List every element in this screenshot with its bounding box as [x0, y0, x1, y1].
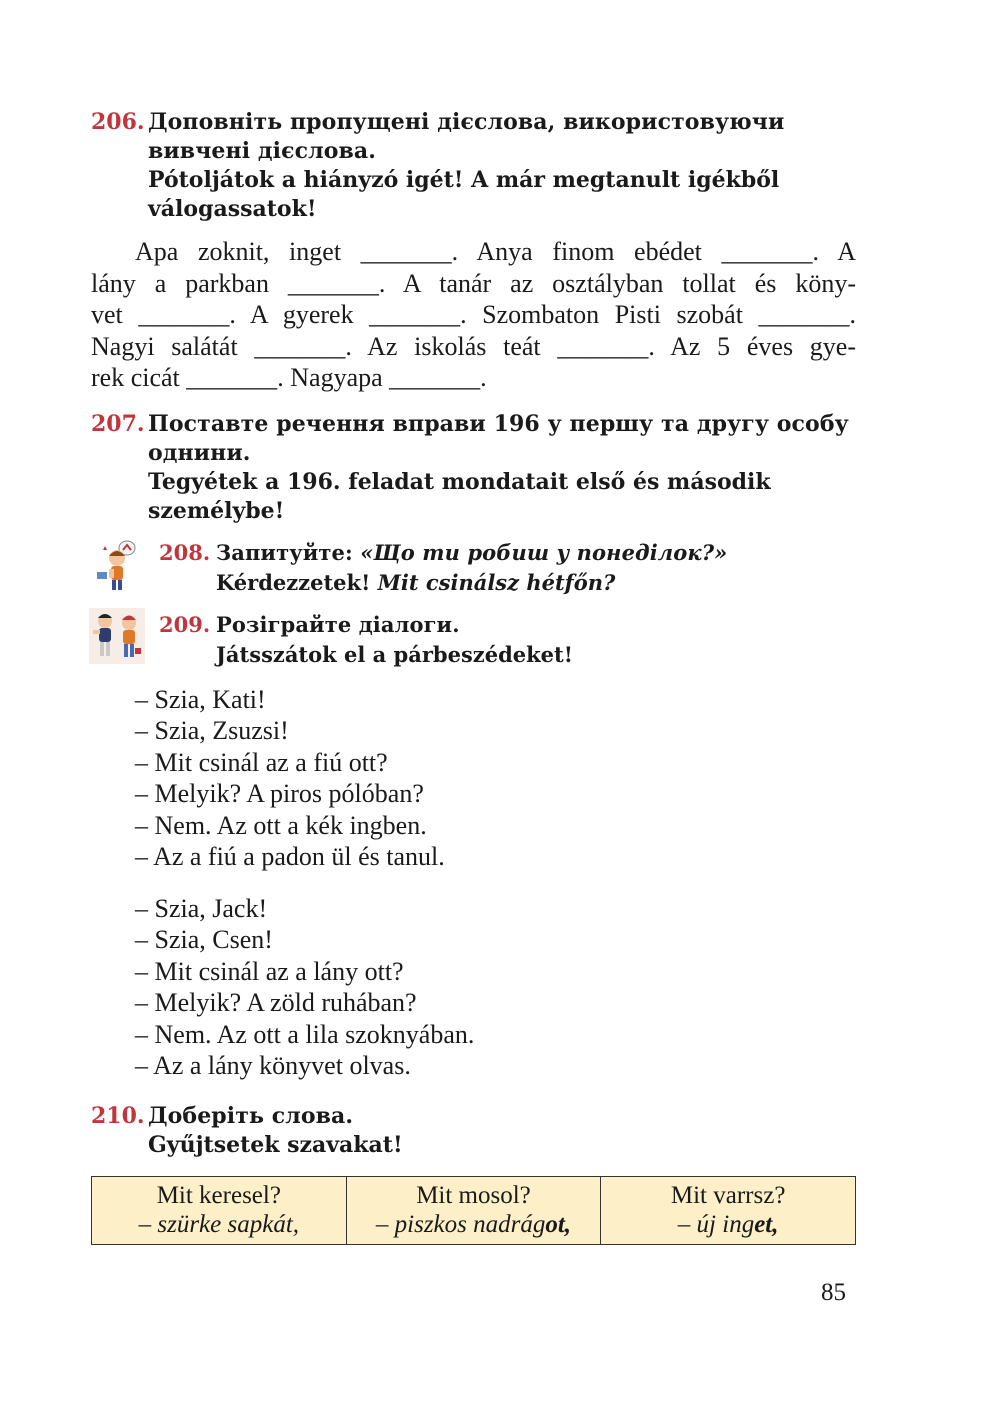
instruction-ua-line: вивчені дієслова. — [148, 138, 377, 164]
exercise-209-heading — [159, 610, 856, 670]
dialog-line: – Szia, Kati! — [135, 684, 266, 714]
dialog-line: – Szia, Zsuzsi! — [135, 716, 289, 745]
text-line: Nagyi salátát _______. Az iskolás teát _______. Az 5 éves gye- — [91, 331, 856, 361]
instruction-hu-line: Tegyétek a 196. feladat mondatait első és második — [148, 468, 771, 495]
instruction-ua-line: Доберіть слова. — [148, 1102, 354, 1129]
instruction-hu-line: Játsszátok el a párbeszédeket! — [216, 641, 573, 667]
exercise-number: 210. — [91, 1102, 145, 1129]
table-cell — [601, 1176, 856, 1244]
table-question: Mit varrsz? — [670, 1181, 786, 1209]
text-line: vet _______. A gyerek _______. Szombaton Pisti szobát _______. — [91, 300, 856, 329]
dialog-line: – Nem. Az ott a kék ingben. — [135, 810, 427, 840]
table-question: Mit keresel? — [156, 1181, 281, 1209]
instruction-hu-line: válogassatok! — [148, 196, 317, 222]
instruction-ua-question: «Що ти робиш у понеділок?» — [360, 539, 728, 565]
dialog-line: – Melyik? A zöld ruhában? — [135, 988, 417, 1017]
exercise-207-heading — [91, 410, 856, 526]
exercise-210-heading — [91, 1102, 856, 1160]
exercise-206-heading — [91, 108, 856, 224]
dialog-2 — [135, 893, 856, 1082]
table-cell — [92, 1176, 347, 1244]
instruction-hu-line: Pótoljátok a hiányzó igét! A már megtanult igékből — [148, 167, 780, 193]
exercise-206-text — [91, 236, 856, 394]
instruction-ua-line: Поставте речення вправи 196 у першу та другу особу — [148, 410, 849, 437]
page-content — [91, 108, 856, 1245]
instruction-ua-line: однини. — [148, 439, 251, 466]
exercise-number: 208. — [159, 539, 211, 565]
two-children-talking-icon — [89, 608, 145, 664]
dialog-line: – Az a lány könyvet olvas. — [135, 1051, 411, 1080]
dialog-line: – Szia, Csen! — [135, 925, 273, 954]
instruction-hu-line: személybe! — [148, 497, 285, 524]
dialog-line: – Szia, Jack! — [135, 893, 268, 923]
instruction-ua-line: Доповніть пропущені дієслова, використовуючи — [148, 109, 785, 135]
exercise-number: 207. — [91, 410, 145, 437]
table-question: Mit mosol? — [416, 1181, 531, 1209]
dialog-line: – Melyik? A piros pólóban? — [135, 779, 424, 808]
instruction-hu-line: Gyűjtsetek szavakat! — [148, 1131, 403, 1158]
table-example: – piszkos nadrágot, — [375, 1210, 572, 1238]
instruction-hu-label: Kérdezzetek! — [216, 569, 378, 595]
dialog-line: – Mit csinál az a fiú ott? — [135, 747, 388, 777]
instruction-hu-question: Mit csinálsz hétfőn? — [377, 569, 616, 595]
exercise-208-heading — [159, 538, 856, 598]
exercise-number: 206. — [91, 109, 145, 135]
text-line: rek cicát _______. Nagyapa _______. — [91, 363, 487, 392]
table-cell — [346, 1176, 601, 1244]
text-line: lány a parkban _______. A tanár az osztályban tollat és köny- — [91, 268, 856, 298]
text-line: Apa zoknit, inget _______. Anya finom ebédet _______. A — [135, 237, 856, 266]
exercise-number: 209. — [159, 611, 211, 637]
table-row — [92, 1176, 856, 1244]
page-number: 85 — [821, 1279, 846, 1306]
thinking-child-icon — [89, 538, 145, 594]
dialog-line: – Mit csinál az a lány ott? — [135, 956, 404, 986]
dialog-line: – Az a fiú a padon ül és tanul. — [135, 842, 445, 871]
table-example: – új inget, — [677, 1210, 779, 1238]
exercise-208 — [91, 538, 856, 598]
word-table — [91, 1176, 856, 1245]
dialog-line: – Nem. Az ott a lila szoknyában. — [135, 1019, 475, 1049]
exercise-209 — [91, 610, 856, 670]
instruction-ua-line: Розіграйте діалоги. — [216, 611, 460, 637]
instruction-ua-label: Запитуйте: — [216, 539, 361, 565]
dialog-1 — [135, 684, 856, 873]
table-example: – szürke sapkát, — [138, 1210, 300, 1238]
